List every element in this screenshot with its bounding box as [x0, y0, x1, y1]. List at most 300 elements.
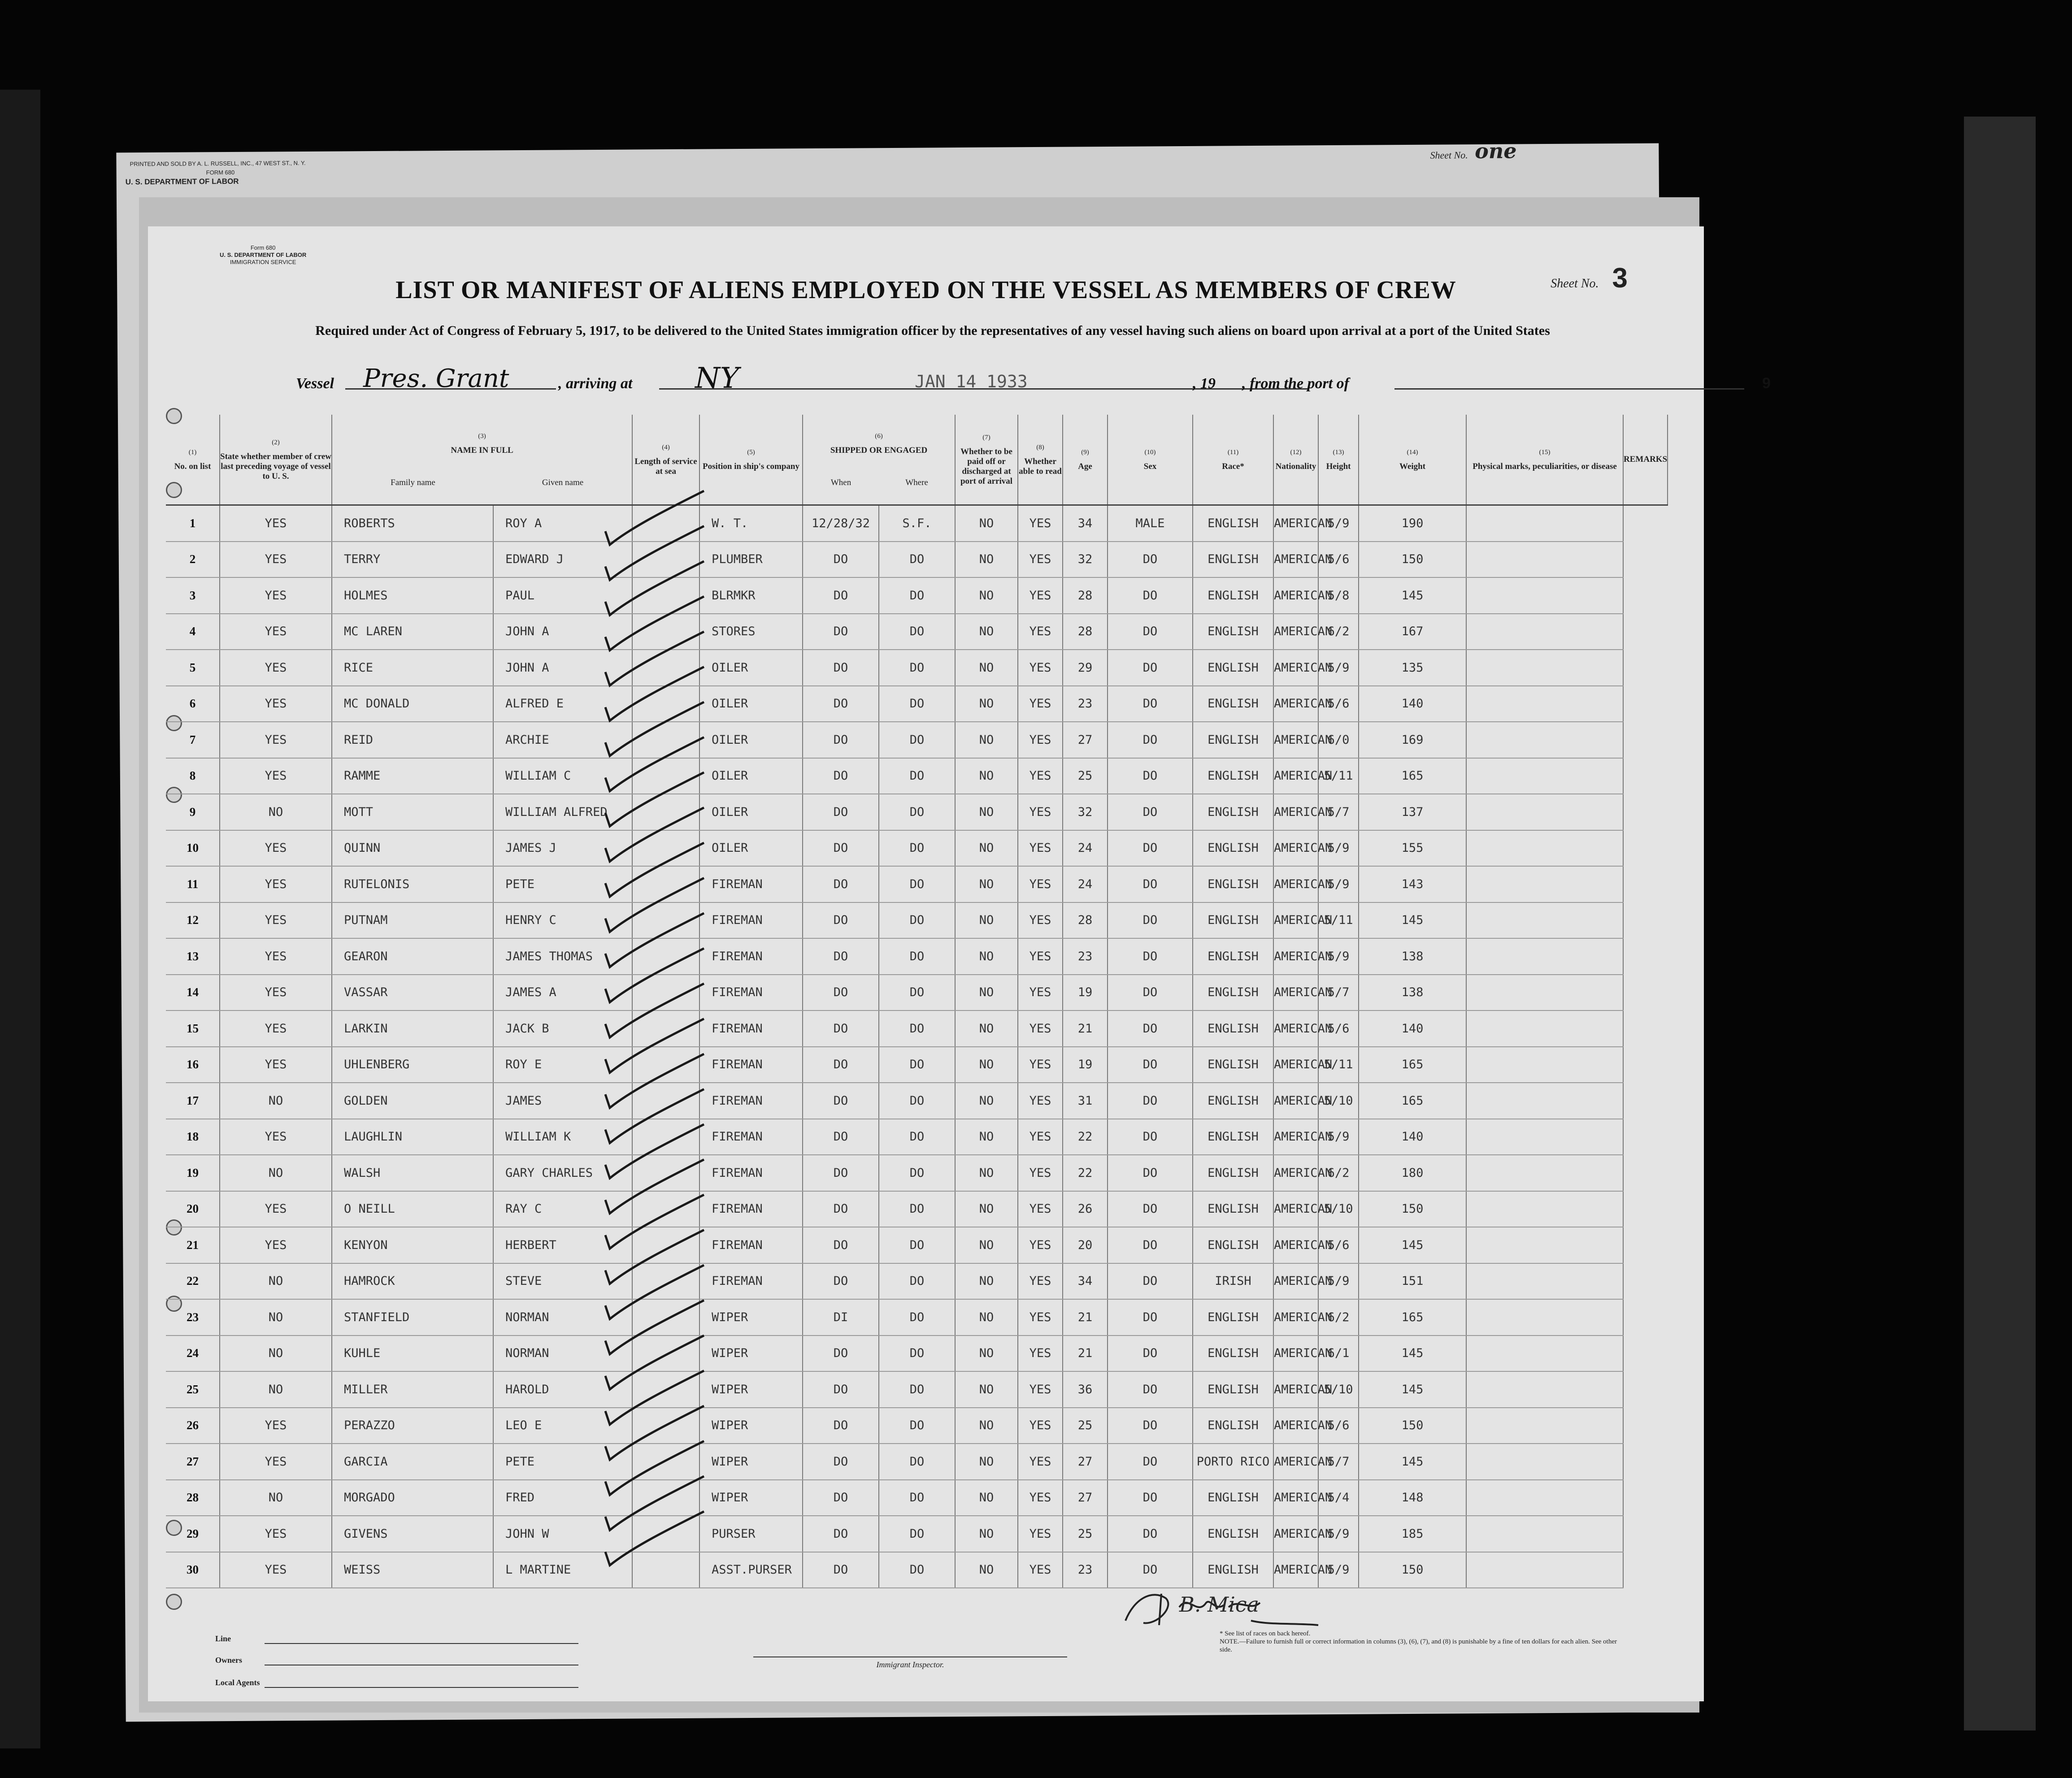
col-remarks-header: REMARKS	[1623, 415, 1668, 505]
paid-off-cell: NO	[955, 830, 1018, 867]
given-name-cell: PETE	[493, 866, 632, 902]
paid-off-cell: NO	[955, 1010, 1018, 1047]
family-name-cell: GARCIA	[332, 1444, 493, 1480]
row-number-cell: 7	[166, 722, 220, 758]
race-cell: ENGLISH	[1193, 1083, 1273, 1119]
weight-cell: 145	[1359, 1336, 1466, 1372]
position-cell: FIREMAN	[699, 1227, 803, 1263]
physical-marks-cell	[1466, 1480, 1623, 1516]
age-cell: 22	[1063, 1155, 1108, 1191]
race-cell: ENGLISH	[1193, 1047, 1273, 1083]
physical-marks-cell	[1466, 1299, 1623, 1336]
shipped-when-cell: DO	[803, 1371, 879, 1408]
position-cell: FIREMAN	[699, 1047, 803, 1083]
age-cell: 23	[1063, 938, 1108, 975]
table-row	[166, 1552, 1668, 1588]
age-cell: 36	[1063, 1371, 1108, 1408]
table-row	[166, 1047, 1668, 1083]
col-race-header: (11) Race*	[1193, 415, 1273, 505]
physical-marks-cell	[1466, 1371, 1623, 1408]
owners-label: Owners	[215, 1656, 242, 1665]
physical-marks-cell	[1466, 794, 1623, 830]
able-to-read-cell: YES	[1018, 650, 1063, 686]
prev-voyage-cell: YES	[220, 577, 332, 614]
given-name-cell: JOHN A	[493, 614, 632, 650]
age-cell: 25	[1063, 758, 1108, 794]
able-to-read-cell: YES	[1018, 1552, 1063, 1588]
age-cell: 23	[1063, 1552, 1108, 1588]
height-cell: 5/6	[1318, 686, 1359, 722]
sex-cell: DO	[1108, 1047, 1193, 1083]
length-of-service-cell	[632, 1010, 699, 1047]
paid-off-cell: NO	[955, 1227, 1018, 1263]
nationality-cell: AMERICAN	[1273, 1010, 1318, 1047]
sheet-number-label: Sheet No.	[1551, 277, 1599, 291]
prev-voyage-cell: YES	[220, 614, 332, 650]
paid-off-cell: NO	[955, 1552, 1018, 1588]
given-name-cell: ROY A	[493, 505, 632, 542]
able-to-read-cell: YES	[1018, 830, 1063, 867]
shipped-when-cell: DO	[803, 1516, 879, 1552]
row-number-cell: 3	[166, 577, 220, 614]
shipped-where-cell: DO	[879, 902, 955, 939]
nationality-cell: AMERICAN	[1273, 902, 1318, 939]
arriving-value: NY	[695, 362, 739, 395]
able-to-read-cell: YES	[1018, 938, 1063, 975]
sex-cell: DO	[1108, 650, 1193, 686]
col-marks-header: (15) Physical marks, peculiarities, or disease	[1466, 415, 1623, 505]
row-number-cell: 8	[166, 758, 220, 794]
age-cell: 19	[1063, 975, 1108, 1011]
table-header-row	[166, 415, 1668, 505]
length-of-service-cell	[632, 650, 699, 686]
paid-off-cell: NO	[955, 794, 1018, 830]
given-name-cell: HERBERT	[493, 1227, 632, 1263]
family-name-cell: ROBERTS	[332, 505, 493, 542]
paid-off-cell: NO	[955, 577, 1018, 614]
physical-marks-cell	[1466, 758, 1623, 794]
prev-voyage-cell: YES	[220, 866, 332, 902]
race-cell: IRISH	[1193, 1263, 1273, 1300]
length-of-service-cell	[632, 1299, 699, 1336]
race-cell: ENGLISH	[1193, 650, 1273, 686]
year-label: , 19	[1193, 375, 1216, 392]
sex-cell: DO	[1108, 1299, 1193, 1336]
row-number-cell: 19	[166, 1155, 220, 1191]
weight-cell: 140	[1359, 1010, 1466, 1047]
from-port-underline	[1394, 388, 1744, 390]
table-row	[166, 650, 1668, 686]
family-name-cell: RICE	[332, 650, 493, 686]
given-name-cell: JAMES J	[493, 830, 632, 867]
age-cell: 31	[1063, 1083, 1108, 1119]
prev-voyage-cell: NO	[220, 1480, 332, 1516]
family-name-cell: QUINN	[332, 830, 493, 867]
family-name-cell: WALSH	[332, 1155, 493, 1191]
length-of-service-cell	[632, 758, 699, 794]
family-name-cell: MC DONALD	[332, 686, 493, 722]
able-to-read-cell: YES	[1018, 1299, 1063, 1336]
paid-off-cell: NO	[955, 650, 1018, 686]
physical-marks-cell	[1466, 542, 1623, 578]
physical-marks-cell	[1466, 1552, 1623, 1588]
height-cell: 5/7	[1318, 1444, 1359, 1480]
age-cell: 24	[1063, 866, 1108, 902]
prev-voyage-cell: NO	[220, 1263, 332, 1300]
height-cell: 5/6	[1318, 1227, 1359, 1263]
table-row	[166, 794, 1668, 830]
able-to-read-cell: YES	[1018, 758, 1063, 794]
race-cell: ENGLISH	[1193, 542, 1273, 578]
weight-cell: 140	[1359, 686, 1466, 722]
able-to-read-cell: YES	[1018, 1408, 1063, 1444]
age-cell: 28	[1063, 577, 1108, 614]
shipped-where-cell: S.F.	[879, 505, 955, 542]
length-of-service-cell	[632, 1480, 699, 1516]
manifest-body	[166, 505, 1668, 1588]
prev-voyage-cell: YES	[220, 650, 332, 686]
race-cell: ENGLISH	[1193, 1191, 1273, 1227]
row-number-cell: 26	[166, 1408, 220, 1444]
sheet-number-value: 3	[1612, 263, 1628, 294]
sex-cell: DO	[1108, 614, 1193, 650]
table-row	[166, 938, 1668, 975]
family-name-cell: HAMROCK	[332, 1263, 493, 1300]
length-of-service-cell	[632, 1336, 699, 1372]
length-of-service-cell	[632, 505, 699, 542]
race-cell: ENGLISH	[1193, 1480, 1273, 1516]
shipped-where-cell: DO	[879, 1083, 955, 1119]
given-name-cell: ROY E	[493, 1047, 632, 1083]
able-to-read-cell: YES	[1018, 1119, 1063, 1155]
col-prev-voyage-header: (2) State whether member of crew last preceding voyage of vessel to U. S.	[220, 415, 332, 505]
sex-cell: DO	[1108, 1480, 1193, 1516]
position-cell: WIPER	[699, 1371, 803, 1408]
form-header	[220, 244, 306, 266]
length-of-service-cell	[632, 722, 699, 758]
row-number-cell: 12	[166, 902, 220, 939]
row-number-cell: 23	[166, 1299, 220, 1336]
inspector-signature	[1116, 1580, 1323, 1634]
table-row	[166, 1408, 1668, 1444]
physical-marks-cell	[1466, 1155, 1623, 1191]
race-cell: ENGLISH	[1193, 1552, 1273, 1588]
table-row	[166, 975, 1668, 1011]
shipped-when-cell: DO	[803, 758, 879, 794]
shipped-when-cell: DO	[803, 1155, 879, 1191]
age-cell: 28	[1063, 902, 1108, 939]
able-to-read-cell: YES	[1018, 1047, 1063, 1083]
sex-cell: DO	[1108, 1227, 1193, 1263]
shipped-when-cell: DO	[803, 1010, 879, 1047]
length-of-service-cell	[632, 1444, 699, 1480]
scan-border-left	[0, 90, 40, 1748]
paid-off-cell: NO	[955, 505, 1018, 542]
length-of-service-cell	[632, 902, 699, 939]
family-name-cell: HOLMES	[332, 577, 493, 614]
shipped-where-cell: DO	[879, 938, 955, 975]
race-cell: ENGLISH	[1193, 1155, 1273, 1191]
position-cell: FIREMAN	[699, 1191, 803, 1227]
race-cell: ENGLISH	[1193, 686, 1273, 722]
position-cell: WIPER	[699, 1336, 803, 1372]
height-cell: 5/11	[1318, 902, 1359, 939]
family-name-cell: PUTNAM	[332, 902, 493, 939]
row-number-cell: 25	[166, 1371, 220, 1408]
from-port-label: , from the port of	[1242, 375, 1349, 392]
able-to-read-cell: YES	[1018, 1083, 1063, 1119]
back-sheet-number	[1430, 139, 1517, 163]
position-cell: FIREMAN	[699, 1155, 803, 1191]
shipped-when-cell: DO	[803, 975, 879, 1011]
given-name-cell: GARY CHARLES	[493, 1155, 632, 1191]
family-name-cell: GIVENS	[332, 1516, 493, 1552]
shipped-where-cell: DO	[879, 1119, 955, 1155]
family-name-cell: MORGADO	[332, 1480, 493, 1516]
nationality-cell: AMERICAN	[1273, 758, 1318, 794]
nationality-cell: AMERICAN	[1273, 1552, 1318, 1588]
race-cell: ENGLISH	[1193, 1227, 1273, 1263]
nationality-cell: AMERICAN	[1273, 1408, 1318, 1444]
position-cell: OILER	[699, 650, 803, 686]
race-cell: ENGLISH	[1193, 1408, 1273, 1444]
shipped-when-cell: DO	[803, 902, 879, 939]
row-number-cell: 29	[166, 1516, 220, 1552]
given-name-cell: JAMES A	[493, 975, 632, 1011]
given-name-cell: JAMES	[493, 1083, 632, 1119]
shipped-where-cell: DO	[879, 1336, 955, 1372]
table-row	[166, 1371, 1668, 1408]
nationality-cell: AMERICAN	[1273, 938, 1318, 975]
height-cell: 5/9	[1318, 1119, 1359, 1155]
physical-marks-cell	[1466, 830, 1623, 867]
sex-cell: DO	[1108, 1155, 1193, 1191]
date-stamp: JAN 14 1933	[915, 372, 1028, 391]
col-height-header: (13) Height	[1318, 415, 1359, 505]
shipped-where-cell: DO	[879, 1227, 955, 1263]
table-row	[166, 1191, 1668, 1227]
physical-marks-cell	[1466, 938, 1623, 975]
able-to-read-cell: YES	[1018, 866, 1063, 902]
race-cell: ENGLISH	[1193, 1516, 1273, 1552]
nationality-cell: AMERICAN	[1273, 614, 1318, 650]
prev-voyage-cell: NO	[220, 1083, 332, 1119]
length-of-service-cell	[632, 830, 699, 867]
physical-marks-cell	[1466, 1263, 1623, 1300]
table-row	[166, 1227, 1668, 1263]
paid-off-cell: NO	[955, 1336, 1018, 1372]
paid-off-cell: NO	[955, 542, 1018, 578]
shipped-when-cell: DI	[803, 1299, 879, 1336]
row-number-cell: 20	[166, 1191, 220, 1227]
weight-cell: 155	[1359, 830, 1466, 867]
table-row	[166, 614, 1668, 650]
given-name-cell: JAMES THOMAS	[493, 938, 632, 975]
row-number-cell: 27	[166, 1444, 220, 1480]
table-row	[166, 1336, 1668, 1372]
length-of-service-cell	[632, 542, 699, 578]
penalty-note: NOTE.—Failure to furnish full or correct information in columns (3), (6), (7), and (8) is punishable by a fine of ten dollars for each alien. See other side.	[1220, 1638, 1617, 1653]
paid-off-cell: NO	[955, 1047, 1018, 1083]
age-cell: 20	[1063, 1227, 1108, 1263]
paid-off-cell: NO	[955, 1263, 1018, 1300]
physical-marks-cell	[1466, 722, 1623, 758]
given-name-cell: WILLIAM K	[493, 1119, 632, 1155]
length-of-service-cell	[632, 866, 699, 902]
nationality-cell: AMERICAN	[1273, 1299, 1318, 1336]
page-mark: 9	[1762, 375, 1771, 392]
family-name-cell: REID	[332, 722, 493, 758]
able-to-read-cell: YES	[1018, 1263, 1063, 1300]
prev-voyage-cell: YES	[220, 902, 332, 939]
position-cell: BLRMKR	[699, 577, 803, 614]
length-of-service-cell	[632, 1408, 699, 1444]
physical-marks-cell	[1466, 866, 1623, 902]
sex-cell: DO	[1108, 1371, 1193, 1408]
prev-voyage-cell: YES	[220, 1227, 332, 1263]
shipped-where-cell: DO	[879, 1371, 955, 1408]
height-cell: 5/9	[1318, 938, 1359, 975]
age-cell: 27	[1063, 1444, 1108, 1480]
height-cell: 6/2	[1318, 614, 1359, 650]
prev-voyage-cell: NO	[220, 794, 332, 830]
given-name-cell: L MARTINE	[493, 1552, 632, 1588]
height-cell: 5/9	[1318, 650, 1359, 686]
length-of-service-cell	[632, 1191, 699, 1227]
paid-off-cell: NO	[955, 722, 1018, 758]
family-name-cell: VASSAR	[332, 975, 493, 1011]
given-name-cell: HENRY C	[493, 902, 632, 939]
when-subheader: When	[830, 478, 851, 487]
nationality-cell: AMERICAN	[1273, 577, 1318, 614]
able-to-read-cell: YES	[1018, 975, 1063, 1011]
manifest-sheet	[148, 226, 1771, 1701]
table-row	[166, 1516, 1668, 1552]
position-cell: OILER	[699, 686, 803, 722]
nationality-cell: AMERICAN	[1273, 722, 1318, 758]
height-cell: 6/0	[1318, 722, 1359, 758]
shipped-where-cell: DO	[879, 1552, 955, 1588]
race-cell: ENGLISH	[1193, 866, 1273, 902]
family-name-cell: STANFIELD	[332, 1299, 493, 1336]
paid-off-cell: NO	[955, 975, 1018, 1011]
shipped-when-cell: DO	[803, 1263, 879, 1300]
age-cell: 34	[1063, 505, 1108, 542]
position-cell: ASST.PURSER	[699, 1552, 803, 1588]
prev-voyage-cell: YES	[220, 1191, 332, 1227]
age-cell: 32	[1063, 794, 1108, 830]
position-cell: PURSER	[699, 1516, 803, 1552]
weight-cell: 165	[1359, 758, 1466, 794]
position-cell: PLUMBER	[699, 542, 803, 578]
physical-marks-cell	[1466, 577, 1623, 614]
able-to-read-cell: YES	[1018, 722, 1063, 758]
back-form: FORM 680	[206, 169, 235, 176]
shipped-when-cell: DO	[803, 1119, 879, 1155]
family-name-cell: MC LAREN	[332, 614, 493, 650]
height-cell: 5/6	[1318, 1010, 1359, 1047]
nationality-cell: AMERICAN	[1273, 1371, 1318, 1408]
able-to-read-cell: YES	[1018, 1480, 1063, 1516]
age-cell: 25	[1063, 1516, 1108, 1552]
weight-cell: 148	[1359, 1480, 1466, 1516]
weight-cell: 150	[1359, 1552, 1466, 1588]
able-to-read-cell: YES	[1018, 1155, 1063, 1191]
shipped-where-cell: DO	[879, 830, 955, 867]
race-cell: ENGLISH	[1193, 975, 1273, 1011]
shipped-where-cell: DO	[879, 758, 955, 794]
col-name-header: (3) NAME IN FULL Family name Given name	[332, 415, 632, 505]
prev-voyage-cell: NO	[220, 1155, 332, 1191]
col-no-header: (1) No. on list	[166, 415, 220, 505]
given-name-cell: NORMAN	[493, 1336, 632, 1372]
prev-voyage-cell: YES	[220, 1119, 332, 1155]
nationality-cell: AMERICAN	[1273, 1336, 1318, 1372]
race-cell: ENGLISH	[1193, 1010, 1273, 1047]
shipped-where-cell: DO	[879, 866, 955, 902]
prev-voyage-cell: YES	[220, 1408, 332, 1444]
row-number-cell: 4	[166, 614, 220, 650]
position-cell: FIREMAN	[699, 902, 803, 939]
back-department: U. S. DEPARTMENT OF LABOR	[125, 177, 239, 186]
height-cell: 5/11	[1318, 1047, 1359, 1083]
col-paid-off-header: (7) Whether to be paid off or discharged at port of arrival	[955, 415, 1018, 505]
family-name-cell: LARKIN	[332, 1010, 493, 1047]
weight-cell: 145	[1359, 1371, 1466, 1408]
sex-cell: DO	[1108, 866, 1193, 902]
nationality-cell: AMERICAN	[1273, 1263, 1318, 1300]
given-name-cell: JOHN A	[493, 650, 632, 686]
paid-off-cell: NO	[955, 1155, 1018, 1191]
paid-off-cell: NO	[955, 902, 1018, 939]
row-number-cell: 16	[166, 1047, 220, 1083]
row-number-cell: 17	[166, 1083, 220, 1119]
row-number-cell: 6	[166, 686, 220, 722]
able-to-read-cell: YES	[1018, 1516, 1063, 1552]
position-cell: WIPER	[699, 1299, 803, 1336]
height-cell: 5/9	[1318, 1552, 1359, 1588]
physical-marks-cell	[1466, 1010, 1623, 1047]
table-row	[166, 758, 1668, 794]
paid-off-cell: NO	[955, 758, 1018, 794]
height-cell: 5/6	[1318, 1408, 1359, 1444]
shipped-where-cell: DO	[879, 1480, 955, 1516]
row-number-cell: 24	[166, 1336, 220, 1372]
nationality-cell: AMERICAN	[1273, 686, 1318, 722]
position-cell: WIPER	[699, 1444, 803, 1480]
family-name-cell: TERRY	[332, 542, 493, 578]
able-to-read-cell: YES	[1018, 686, 1063, 722]
family-name-cell: GOLDEN	[332, 1083, 493, 1119]
paid-off-cell: NO	[955, 938, 1018, 975]
height-cell: 5/10	[1318, 1083, 1359, 1119]
position-cell: FIREMAN	[699, 1010, 803, 1047]
vessel-label: Vessel	[296, 375, 334, 392]
family-name-cell: KENYON	[332, 1227, 493, 1263]
shipped-when-cell: DO	[803, 866, 879, 902]
nationality-cell: AMERICAN	[1273, 1047, 1318, 1083]
age-cell: 34	[1063, 1263, 1108, 1300]
nationality-cell: AMERICAN	[1273, 1155, 1318, 1191]
position-cell: FIREMAN	[699, 938, 803, 975]
weight-cell: 150	[1359, 1191, 1466, 1227]
position-cell: W. T.	[699, 505, 803, 542]
prev-voyage-cell: YES	[220, 686, 332, 722]
physical-marks-cell	[1466, 1444, 1623, 1480]
row-number-cell: 13	[166, 938, 220, 975]
shipped-where-cell: DO	[879, 722, 955, 758]
sex-cell: DO	[1108, 1408, 1193, 1444]
